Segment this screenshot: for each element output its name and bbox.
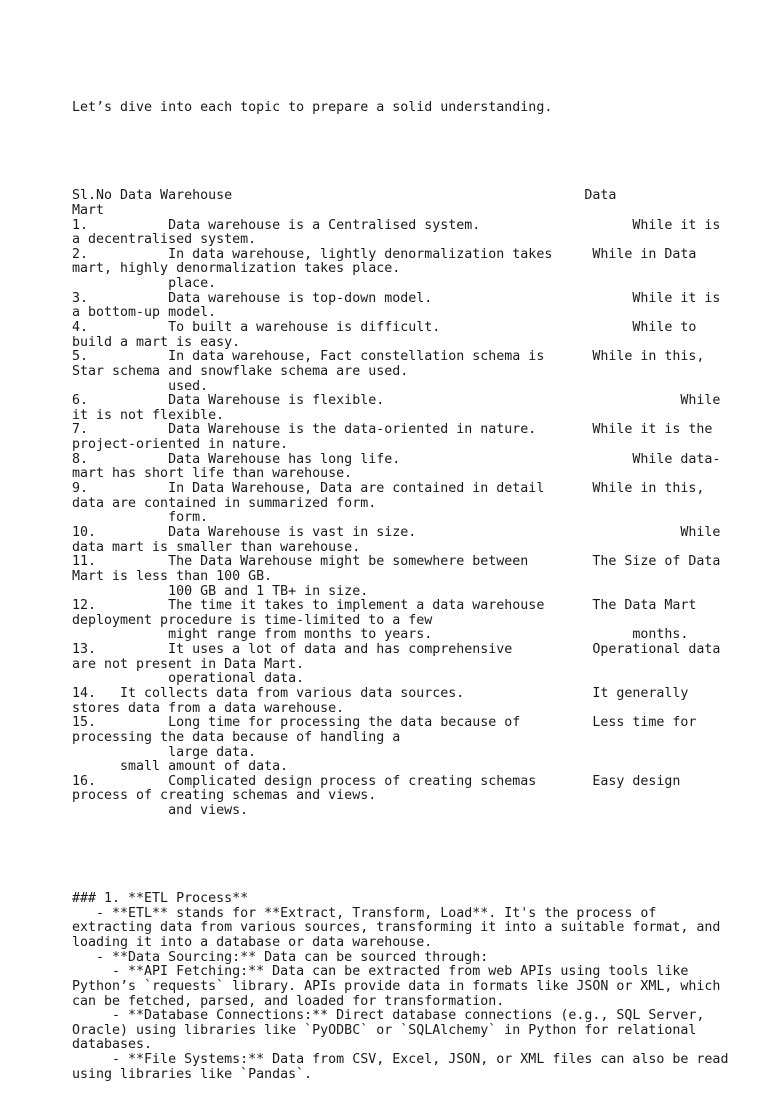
- document-page: [72, 72, 728, 1097]
- table-text-line: deployment procedure is time-limited to a few: [72, 612, 433, 628]
- table-text-line: stores data from a data warehouse.: [72, 700, 345, 716]
- etl-text-line: - **File Systems:** Data from CSV, Excel, JSON, or XML files can also be read: [72, 1052, 729, 1068]
- table-text-line: are not present in Data Mart.: [72, 656, 305, 672]
- spacer: [72, 145, 728, 160]
- etl-text-line: databases.: [72, 1037, 153, 1053]
- table-text-line: 6. Data Warehouse is flexible. While: [72, 393, 721, 409]
- table-text-line: it is not flexible.: [72, 407, 225, 423]
- comparison-table: [72, 189, 728, 819]
- table-text-line: processing the data because of handling a: [72, 729, 401, 745]
- etl-text-line: ### 1. **ETL Process**: [72, 891, 249, 907]
- table-text-line: mart, highly denormalization takes place.: [72, 261, 401, 277]
- table-text-line: Star schema and snowflake schema are used.: [72, 363, 409, 379]
- table-text-line: place.: [72, 276, 217, 292]
- table-text-line: 10. Data Warehouse is vast in size. While: [72, 524, 721, 540]
- intro-line: Let’s dive into each topic to prepare a solid understanding.: [72, 100, 553, 116]
- etl-text-line: - **Database Connections:** Direct database connections (e.g., SQL Server,: [72, 1008, 705, 1024]
- table-text-line: small amount of data.: [72, 759, 289, 775]
- table-text-line: 5. In data warehouse, Fact constellation schema is While in this,: [72, 349, 705, 365]
- table-text-line: data mart is smaller than warehouse.: [72, 539, 361, 555]
- table-text-line: 100 GB and 1 TB+ in size.: [72, 583, 369, 599]
- table-text-line: 15. Long time for processing the data because of Less time for: [72, 715, 697, 731]
- etl-text-line: Python’s `requests` library. APIs provide data in formats like JSON or XML, which: [72, 978, 721, 994]
- table-text-line: form.: [72, 510, 209, 526]
- table-text-line: and views.: [72, 803, 249, 819]
- table-text-line: a decentralised system.: [72, 232, 257, 248]
- table-text-line: 12. The time it takes to implement a data warehouse The Data Mart: [72, 598, 697, 614]
- table-text-line: 2. In data warehouse, lightly denormalization takes While in Data: [72, 246, 697, 262]
- table-text-line: 13. It uses a lot of data and has comprehensive Operational data: [72, 642, 721, 658]
- table-text-line: large data.: [72, 744, 257, 760]
- table-text-line: might range from months to years. months.: [72, 627, 689, 643]
- table-text-line: mart has short life than warehouse.: [72, 466, 353, 482]
- table-text-line: data are contained in summarized form.: [72, 495, 377, 511]
- table-text-line: 16. Complicated design process of creating schemas Easy design: [72, 773, 681, 789]
- table-text-line: operational data.: [72, 671, 305, 687]
- etl-section: [72, 892, 728, 1082]
- table-text-line: 4. To built a warehouse is difficult. While to: [72, 319, 697, 335]
- etl-text-line: can be fetched, parsed, and loaded for transformation.: [72, 993, 505, 1009]
- etl-text-line: - **ETL** stands for **Extract, Transform, Load**. It's the process of: [72, 905, 657, 921]
- table-text-line: Mart: [72, 202, 105, 218]
- etl-text-line: - **Data Sourcing:** Data can be sourced through:: [72, 949, 489, 965]
- table-text-line: 9. In Data Warehouse, Data are contained in detail While in this,: [72, 481, 705, 497]
- etl-text-line: loading it into a database or data warehouse.: [72, 934, 433, 950]
- table-text-line: 8. Data Warehouse has long life. While data-: [72, 451, 721, 467]
- table-text-line: Mart is less than 100 GB.: [72, 568, 273, 584]
- table-text-line: 14. It collects data from various data sources. It generally: [72, 686, 689, 701]
- etl-text-line: extracting data from various sources, transforming it into a suitable format, and: [72, 920, 721, 936]
- table-text-line: Sl.No Data Warehouse Data: [72, 188, 617, 204]
- table-text-line: used.: [72, 378, 209, 394]
- table-text-line: project-oriented in nature.: [72, 437, 289, 453]
- etl-text-line: using libraries like `Pandas`.: [72, 1066, 313, 1082]
- table-text-line: 11. The Data Warehouse might be somewhere between The Size of Data: [72, 554, 721, 570]
- etl-text-line: - **API Fetching:** Data can be extracted from web APIs using tools like: [72, 964, 689, 980]
- etl-text-line: Oracle) using libraries like `PyODBC` or `SQLAlchemy` in Python for relational: [72, 1022, 697, 1038]
- table-text-line: process of creating schemas and views.: [72, 788, 377, 804]
- table-text-line: 7. Data Warehouse is the data-oriented in nature. While it is the: [72, 422, 713, 438]
- table-text-line: 3. Data warehouse is top-down model. While it is: [72, 290, 721, 306]
- table-text-line: 1. Data warehouse is a Centralised system. While it is: [72, 217, 721, 233]
- table-text-line: build a mart is easy.: [72, 334, 241, 350]
- spacer: [72, 848, 728, 863]
- table-text-line: a bottom-up model.: [72, 305, 217, 321]
